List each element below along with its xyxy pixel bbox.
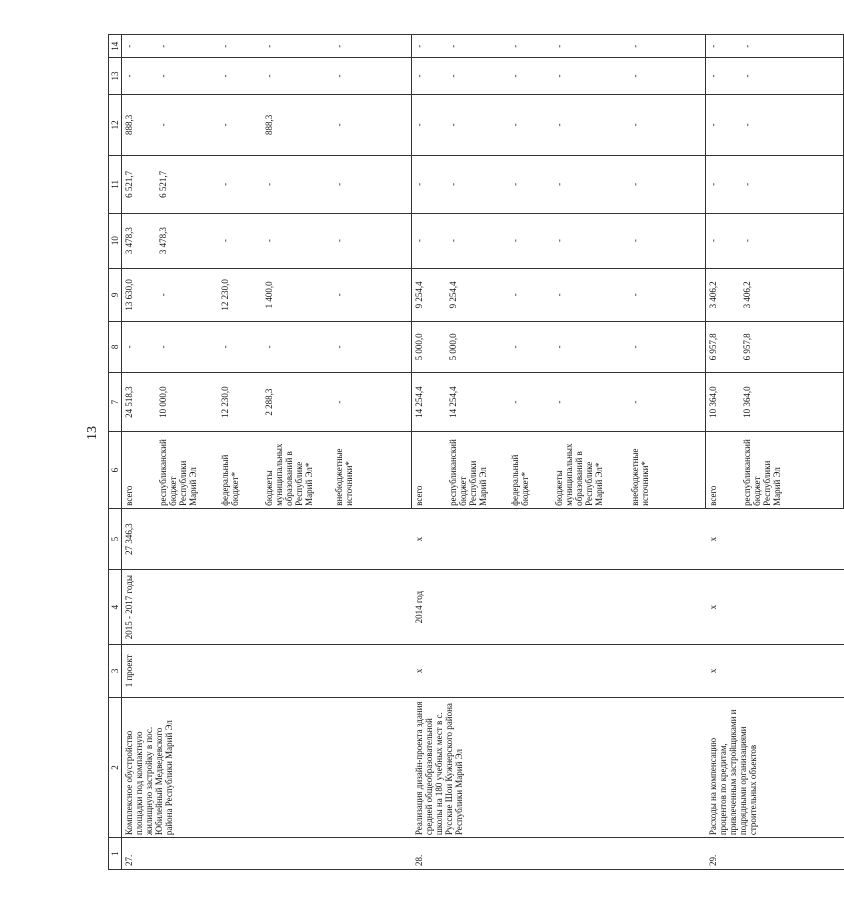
amount-cell: - [554,35,630,58]
amount-cell: - [448,58,510,94]
header-cell: 8 [109,321,122,372]
amount-cell: - [264,35,334,58]
amount-cell: - [220,58,264,94]
amount-cell: 3 478,3 [158,213,220,268]
amount-cell: - [158,58,220,94]
amount-cell: 5 000,0 [448,321,510,372]
amount-cell: 10 364,0 [742,372,844,431]
amount-cell: - [158,321,220,372]
amount-cell: 6 957,8 [706,321,742,372]
amount-cell: 9 254,4 [412,268,448,321]
amount-cell: 14 254,4 [448,372,510,431]
header-cell: 7 [109,372,122,431]
amount-cell: - [412,213,448,268]
row-number: 27. [122,838,412,870]
amount-cell: - [742,213,844,268]
amount-cell: - [158,35,220,58]
amount-cell: - [630,94,706,156]
funding-source: бюджеты муниципальных образований в Республике Марий Эл* [264,432,334,508]
amount-cell: - [742,58,844,94]
amount-cell: - [510,58,554,94]
funding-source: федеральный бюджет* [220,432,264,508]
amount-cell: - [220,94,264,156]
funding-source: республиканский бюджет Республики Марий Эл [158,432,220,508]
header-cell: 12 [109,94,122,156]
amount-cell: - [554,213,630,268]
amount-cell: - [220,213,264,268]
amount-cell: - [158,268,220,321]
table-row [122,35,158,870]
implementation-period: х [706,570,844,644]
amount-cell: - [510,213,554,268]
object-count: 1 проект [122,644,412,697]
row-number: 28. [412,838,706,870]
amount-cell: - [630,321,706,372]
amount-cell: - [412,35,448,58]
amount-cell: - [264,156,334,213]
measure-name: Расходы на компенсацию процентов по кредитам, привлеченным застройщиками и подрядными организациями строительных объектов [706,697,844,837]
amount-cell: - [706,94,742,156]
amount-cell: - [264,321,334,372]
estimated-cost: х [412,508,706,570]
amount-cell: - [448,156,510,213]
measure-name: Комплексное обустройство площадки под компактную жилищную застройку в пос. Юбилейный Медведевского района Республики Марий Эл [122,697,412,837]
amount-cell: - [554,372,630,431]
amount-cell: - [264,213,334,268]
amount-cell: 6 521,7 [158,156,220,213]
amount-cell: - [412,94,448,156]
funding-source: республиканский бюджет Республики Марий Эл [742,432,844,508]
program-financing-table [108,34,844,870]
estimated-cost: 27 346,3 [122,508,412,570]
header-cell: 10 [109,213,122,268]
amount-cell: - [706,213,742,268]
amount-cell: - [334,58,412,94]
object-count: х [412,644,706,697]
amount-cell: 13 630,0 [122,268,158,321]
amount-cell: - [510,268,554,321]
amount-cell: - [706,35,742,58]
funding-source: внебюджетные источники* [334,432,412,508]
header-cell: 5 [109,508,122,570]
amount-cell: 6 521,7 [122,156,158,213]
funding-source: федеральный бюджет* [510,432,554,508]
header-cell: 11 [109,156,122,213]
amount-cell: 1 400,0 [264,268,334,321]
amount-cell: - [220,35,264,58]
amount-cell: - [630,372,706,431]
amount-cell: - [630,35,706,58]
funding-source: бюджеты муниципальных образований в Республике Марий Эл* [554,432,630,508]
amount-cell: - [334,321,412,372]
amount-cell: 5 000,0 [412,321,448,372]
amount-cell: - [334,213,412,268]
amount-cell: 888,3 [122,94,158,156]
amount-cell: 3 406,2 [742,268,844,321]
amount-cell: - [448,94,510,156]
amount-cell: 3 406,2 [706,268,742,321]
amount-cell: 9 254,4 [448,268,510,321]
amount-cell: - [334,156,412,213]
amount-cell: - [448,213,510,268]
amount-cell: - [630,268,706,321]
amount-cell: - [630,58,706,94]
amount-cell: - [510,35,554,58]
implementation-period: 2014 год [412,570,706,644]
amount-cell: - [334,35,412,58]
amount-cell: - [158,94,220,156]
amount-cell: 14 254,4 [412,372,448,431]
amount-cell: - [554,94,630,156]
amount-cell: - [706,156,742,213]
header-cell: 2 [109,697,122,837]
rotated-table-container [108,34,782,870]
implementation-period: 2015 - 2017 годы [122,570,412,644]
amount-cell: 24 518,3 [122,372,158,431]
amount-cell: - [122,58,158,94]
amount-cell: 12 230,0 [220,268,264,321]
amount-cell: - [510,321,554,372]
amount-cell: - [510,94,554,156]
amount-cell: - [706,58,742,94]
amount-cell: - [334,372,412,431]
amount-cell: 888,3 [264,94,334,156]
table-body [122,35,844,870]
amount-cell: 2 288,3 [264,372,334,431]
header-cell: 3 [109,644,122,697]
header-cell: 6 [109,432,122,508]
amount-cell: - [554,58,630,94]
amount-cell: 10 364,0 [706,372,742,431]
column-number-header [109,35,122,870]
amount-cell: 10 000,0 [158,372,220,431]
amount-cell: - [122,35,158,58]
amount-cell: - [742,35,844,58]
header-cell: 14 [109,35,122,58]
page-number: 13 [85,426,100,440]
amount-cell: - [412,156,448,213]
amount-cell: 12 230,0 [220,372,264,431]
header-cell: 1 [109,838,122,870]
amount-cell: - [510,156,554,213]
amount-cell: - [448,35,510,58]
amount-cell: - [554,321,630,372]
header-cell: 13 [109,58,122,94]
row-number: 29. [706,838,844,870]
amount-cell: 3 478,3 [122,213,158,268]
amount-cell: - [554,268,630,321]
amount-cell: - [630,213,706,268]
header-cell: 4 [109,570,122,644]
table-row [412,35,448,870]
amount-cell: - [742,94,844,156]
object-count: х [706,644,844,697]
amount-cell: - [412,58,448,94]
amount-cell: - [220,156,264,213]
amount-cell: - [264,58,334,94]
measure-name: Реализация дизайн-проекта здания средней общеобразовательной школы на 180 учебных мест в с. Русские Шои Кужнерского района Республики Марий Эл [412,697,706,837]
amount-cell: - [630,156,706,213]
amount-cell: - [334,94,412,156]
funding-source: республиканский бюджет Республики Марий Эл [448,432,510,508]
amount-cell: - [742,156,844,213]
amount-cell: - [122,321,158,372]
amount-cell: - [510,372,554,431]
funding-source: всего [122,432,158,508]
estimated-cost: х [706,508,844,570]
amount-cell: 6 957,8 [742,321,844,372]
table-row [706,35,742,870]
amount-cell: - [554,156,630,213]
funding-source: всего [706,432,742,508]
amount-cell: - [220,321,264,372]
funding-source: всего [412,432,448,508]
amount-cell: - [334,268,412,321]
header-cell: 9 [109,268,122,321]
funding-source: внебюджетные источники* [630,432,706,508]
